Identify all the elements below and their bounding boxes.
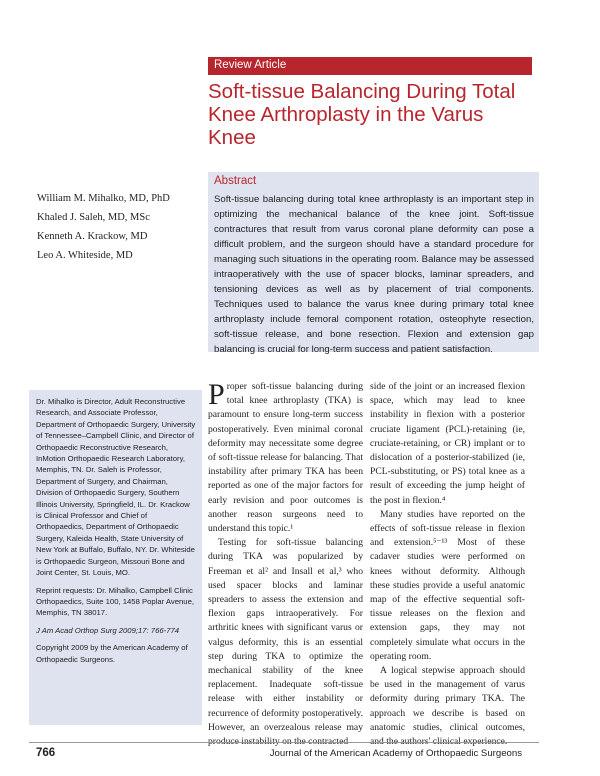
author: William M. Mihalko, MD, PhD xyxy=(37,193,170,204)
section-label: Review Article xyxy=(214,59,287,71)
author-list xyxy=(37,189,207,265)
reprint-requests: Reprint requests: Dr. Mihalko, Campbell Clinic Orthopaedics, Suite 100, 1458 Poplar Avenue, Memphis, TN 38017. xyxy=(36,585,194,618)
section-label-bar xyxy=(208,57,532,75)
paragraph: roper soft-tissue balancing during total knee arthroplasty (TKA) is paramount to ensure long-term success postoperatively. Even minimal coronal deformity may necessitate some degree of soft-tissue release for balancing. That instability after primary TKA has been reported as one of the major factors for early revision and poor outcomes is another reason surgeons need to understand this topic.¹ xyxy=(208,381,363,535)
citation: J Am Acad Orthop Surg 2009;17: 766-774 xyxy=(36,625,180,635)
body-column-1 xyxy=(208,380,363,749)
author: Leo A. Whiteside, MD xyxy=(37,250,133,261)
paragraph: Testing for soft-tissue balancing during TKA was popularized by Freeman et al² and Insall et al,³ who used spacer blocks and laminar spreaders to assess the extension and flexion gaps intraoperatively. For arthritic knees with significant varus or valgus deformity, this is an essential step during TKA to optimize the mechanical stability of the knee replacement. Inadequate soft-tissue release with either instability or recurrence of deformity postoperatively. However, an overzealous release may xyxy=(208,537,363,733)
affiliations: Dr. Mihalko is Director, Adult Reconstructive Research, and Associate Professor, Department of Orthopaedic Surgery, University of Tennessee–Campbell Clinic, and Director of Orthopaedic Reconstructive Research, InMotion Orthopaedic Research Laboratory, Memphis, TN. Dr. Saleh is Professor, Department of Surgery, and Chairman, Division of Orthopaedic Surgery, Southern Illinois University, Springfield, IL. Dr. Krackow is Clinical Professor and Chief of Orthopaedics, Department of Orthopaedic Surgery, Kaleida Health, State University of New York at Buffalo, Buffalo, NY. Dr. Whiteside is Orthopaedic Surgeon, Missouri Bone and Joint Center, St. Louis, MO. xyxy=(36,397,196,578)
copyright: Copyright 2009 by the American Academy of Orthopaedic Surgeons. xyxy=(36,643,188,664)
article-title: Soft-tissue Balancing During Total Knee Arthroplasty in the Varus Knee xyxy=(208,80,516,149)
affiliation-text xyxy=(36,396,196,671)
drop-cap: P xyxy=(208,378,225,411)
abstract-text: Soft-tissue balancing during total knee arthroplasty is an important step in optimizing the mechanical balance of the knee joint. Soft-tissue contractures that result from varus coronal plane deformity can pose a difficult problem, and the surgeon should have a standard procedure for managing such situations in the operating room. Balance may be assessed intraoperatively with the use of spacer blocks, laminar spreaders, and tensioning devices as well as by placement of trial components. Techniques used to balance the varus knee during primary total knee arthroplasty include femoral component rotation, osteophyte resection, soft-tissue release, and bone resection. Flexion and extension gap balancing is crucial for long-term success and patient satisfaction. xyxy=(214,194,534,355)
author: Khaled J. Saleh, MD, MSc xyxy=(37,212,150,223)
journal-name: Journal of the American Academy of Orthopaedic Surgeons xyxy=(269,748,522,759)
author: Kenneth A. Krackow, MD xyxy=(37,231,148,242)
body-column-2 xyxy=(370,380,525,749)
paragraph: A logical stepwise approach should be used in the management of varus deformity during primary TKA. The approach we describe is based on anatomic studies, clinical outcomes, xyxy=(370,665,525,733)
footer-rule xyxy=(29,742,539,743)
paragraph: side of the joint or an increased flexion space, which may lead to knee instability in flexion with a posterior cruciate ligament (PCL)-retaining (ie, cruciate-retaining, or CR) implant or to dislocation of a posterior-stabilized (ie, PCL-substituting, or PS) total knee as a result of exceeding the jump height of the post in flexion.⁴ xyxy=(370,381,525,506)
page-number: 766 xyxy=(36,747,56,759)
abstract-heading: Abstract xyxy=(214,175,257,187)
paragraph: Many studies have reported on the effects of soft-tissue release in flexion and extension.⁵⁻¹³ Most of these cadaver studies were performed on knees without deformity. Although these studies provide a useful anatomic map of the effective sequential soft-tissue releases on the flexion and extension gaps, they may not completely simulate what occurs in the operating room. xyxy=(370,508,525,662)
